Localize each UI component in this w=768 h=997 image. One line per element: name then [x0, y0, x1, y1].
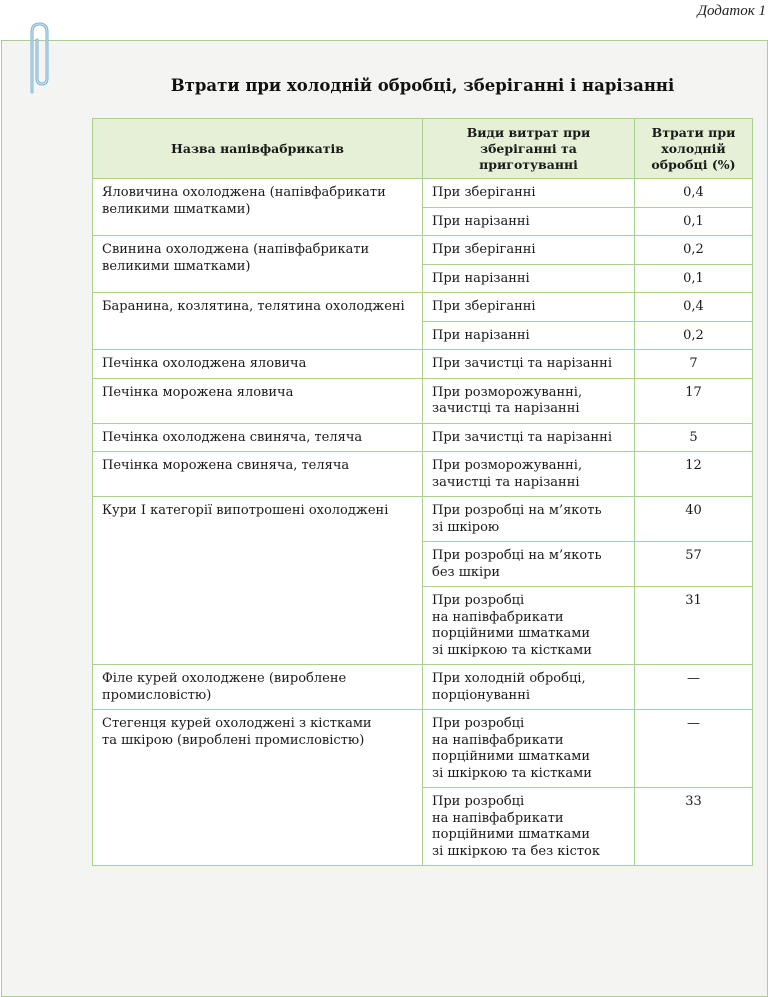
product-name-cell: Яловичина охолоджена (напівфабрикати великими шматками)	[93, 179, 423, 236]
header-product-name: Назва напівфабрикатів	[93, 119, 423, 179]
loss-kind-cell: При нарізанні	[423, 207, 635, 236]
page-title: Втрати при холодній обробці, зберіганні і нарізанні	[170, 76, 675, 95]
loss-percent-cell: 33	[635, 788, 753, 866]
loss-percent-cell: 17	[635, 378, 753, 423]
loss-percent-cell: 40	[635, 497, 753, 542]
loss-percent-cell: 0,2	[635, 321, 753, 350]
table-row	[93, 665, 753, 710]
loss-kind-cell: При холодній обробці, порціонуванні	[423, 665, 635, 710]
table-row	[93, 293, 753, 322]
loss-kind-cell: При розробці на напівфабрикати порційними шматками зі шкіркою та без кісток	[423, 788, 635, 866]
losses-table	[92, 118, 753, 866]
loss-percent-cell: 5	[635, 423, 753, 452]
loss-percent-cell: 7	[635, 350, 753, 379]
loss-kind-cell: При зберіганні	[423, 179, 635, 208]
loss-percent-cell: 0,1	[635, 264, 753, 293]
table-row	[93, 378, 753, 423]
loss-kind-cell: При розробці на м’якоть зі шкірою	[423, 497, 635, 542]
table-row	[93, 710, 753, 788]
loss-kind-cell: При розробці на напівфабрикати порційними шматками зі шкіркою та кістками	[423, 710, 635, 788]
loss-percent-cell: 0,1	[635, 207, 753, 236]
product-name-cell: Печінка морожена яловича	[93, 378, 423, 423]
header-loss-kind: Види витрат при зберіганні та приготуванні	[423, 119, 635, 179]
table-row	[93, 497, 753, 542]
product-name-cell: Печінка охолоджена яловича	[93, 350, 423, 379]
loss-percent-cell: 0,2	[635, 236, 753, 265]
loss-kind-cell: При зберіганні	[423, 236, 635, 265]
loss-kind-cell: При зачистці та нарізанні	[423, 350, 635, 379]
table-row	[93, 236, 753, 265]
loss-kind-cell: При нарізанні	[423, 264, 635, 293]
loss-percent-cell: 12	[635, 452, 753, 497]
product-name-cell: Баранина, козлятина, телятина охолоджені	[93, 293, 423, 350]
table-row	[93, 179, 753, 208]
product-name-cell: Печінка охолоджена свиняча, теляча	[93, 423, 423, 452]
table-row	[93, 423, 753, 452]
loss-kind-cell: При розморожуванні, зачистці та нарізанні	[423, 378, 635, 423]
loss-kind-cell: При розробці на м’якоть без шкіри	[423, 542, 635, 587]
loss-kind-cell: При розробці на напівфабрикати порційними шматками зі шкіркою та кістками	[423, 587, 635, 665]
loss-percent-cell: —	[635, 665, 753, 710]
product-name-cell: Кури І категорії випотрошені охолоджені	[93, 497, 423, 665]
loss-percent-cell: 31	[635, 587, 753, 665]
header-loss-percent: Втрати при холодній обробці (%)	[635, 119, 753, 179]
appendix-label: Додаток 1	[697, 3, 766, 19]
loss-percent-cell: 57	[635, 542, 753, 587]
table-row	[93, 452, 753, 497]
table-row	[93, 350, 753, 379]
loss-percent-cell: 0,4	[635, 179, 753, 208]
loss-percent-cell: 0,4	[635, 293, 753, 322]
loss-percent-cell: —	[635, 710, 753, 788]
loss-kind-cell: При зберіганні	[423, 293, 635, 322]
table-header-row	[93, 119, 753, 179]
product-name-cell: Свинина охолоджена (напівфабрикати великими шматками)	[93, 236, 423, 293]
product-name-cell: Філе курей охолоджене (вироблене промисловістю)	[93, 665, 423, 710]
product-name-cell: Печінка морожена свиняча, теляча	[93, 452, 423, 497]
product-name-cell: Стегенця курей охолоджені з кістками та шкірою (вироблені промисловістю)	[93, 710, 423, 866]
loss-kind-cell: При розморожуванні, зачистці та нарізанні	[423, 452, 635, 497]
loss-kind-cell: При зачистці та нарізанні	[423, 423, 635, 452]
loss-kind-cell: При нарізанні	[423, 321, 635, 350]
